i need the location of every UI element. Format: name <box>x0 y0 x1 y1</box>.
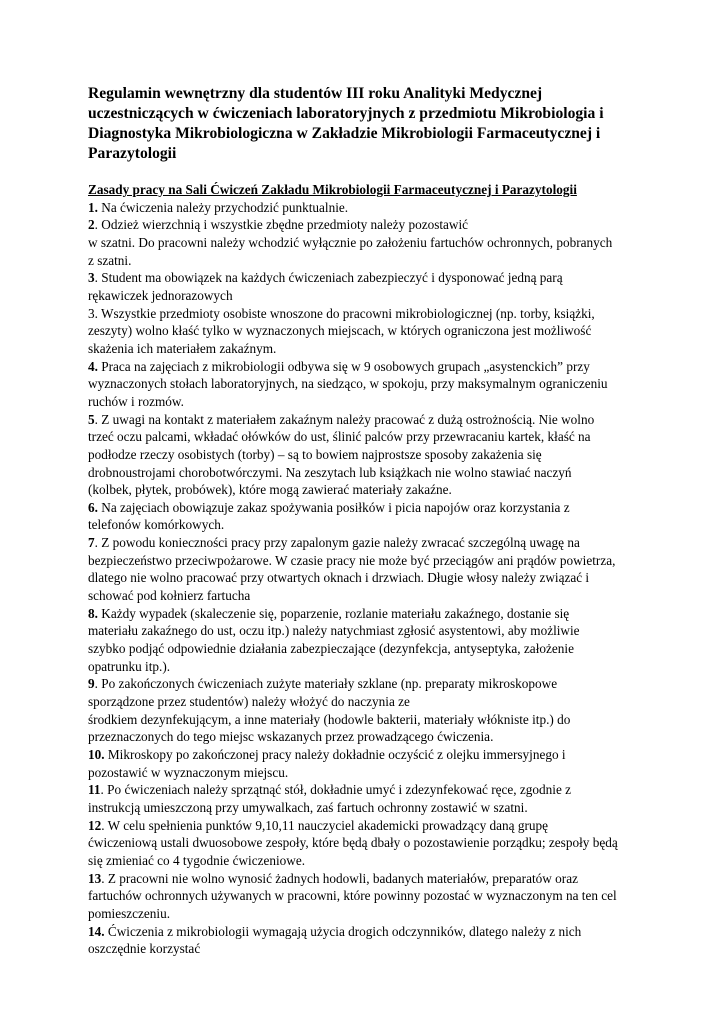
rule-text: dlatego nie wolno pracować przy otwartych oknach i drzwiach. Długie włosy należy związać i <box>88 570 590 586</box>
rule-line <box>88 234 678 252</box>
document-title <box>88 84 668 164</box>
rule-line <box>88 728 678 746</box>
rule-item <box>88 746 678 781</box>
rule-text: sporządzone przez studentów) należy włożyć do naczynia ze <box>88 694 410 710</box>
rule-text: Praca na zajęciach z mikrobiologii odbywa się w 9 osobowych grupach „asystenckich” przy <box>97 358 590 374</box>
rule-text: schować pod kołnierz fartucha <box>88 588 251 604</box>
rule-item <box>88 675 678 746</box>
rule-number: 6. <box>88 499 98 515</box>
rule-text: zeszyty) wolno kłaść tylko w wyznaczonych miejscach, w których ograniczona jest możliwość <box>88 323 592 339</box>
rule-line <box>88 216 678 234</box>
rule-line <box>88 817 678 835</box>
rule-item <box>88 411 678 499</box>
rule-item <box>88 605 678 676</box>
rule-line <box>88 905 678 923</box>
rule-line <box>88 834 678 852</box>
rule-line <box>88 675 678 693</box>
section-heading: Zasady pracy na Sali Ćwiczeń Zakładu Mikrobiologii Farmaceutycznej i Parazytologii <box>88 182 577 197</box>
rule-text: bezpieczeństwo przeciwpożarowe. W czasie pracy nie może być przeciągów ani prądów powietrza, <box>88 552 616 568</box>
rule-line <box>88 499 678 517</box>
rule-number: 1. <box>88 199 98 215</box>
rule-item <box>88 923 678 958</box>
rule-item <box>88 305 678 358</box>
rule-text: opatrunku itp.). <box>88 658 171 674</box>
rule-text: oszczędnie korzystać <box>88 941 201 957</box>
rule-line <box>88 322 678 340</box>
rule-item <box>88 870 678 923</box>
rule-line <box>88 199 678 217</box>
rule-text: (kolbek, płytek, probówek), które mogą zawierać materiały zakaźne. <box>88 482 452 498</box>
rule-text: trzeć oczu palcami, wkładać ołówków do ust, ślinić palców przy przewracaniu kartek, kłaść na <box>88 429 591 445</box>
rule-text: wyznaczonych stołach laboratoryjnych, na siedząco, w spokoju, przy maksymalnym ograniczeniu <box>88 376 608 392</box>
document-body <box>88 181 678 958</box>
rule-line <box>88 640 678 658</box>
rule-text: środkiem dezynfekującym, a inne materiały (hodowle bakterii, materiały włókniste itp.) do <box>88 711 571 727</box>
rule-line <box>88 287 678 305</box>
rule-item <box>88 499 678 534</box>
rule-text: przeznaczonych do tego miejsc wskazanych przez prowadzącego ćwiczenia. <box>88 729 494 745</box>
rule-line <box>88 446 678 464</box>
title-line: uczestniczących w ćwiczeniach laboratoryjnych z przedmiotu Mikrobiologia i <box>88 105 604 122</box>
rule-number: 3 <box>88 305 95 321</box>
rule-item <box>88 781 678 816</box>
rule-line <box>88 375 678 393</box>
rule-text: Mikroskopy po zakończonej pracy należy dokładnie oczyścić z olejku immersyjnego i <box>104 747 566 762</box>
rule-text: . Po ćwiczeniach należy sprzątnąć stół, dokładnie umyć i zdezynfekować ręce, zgodnie z <box>100 782 572 798</box>
rule-item <box>88 269 678 304</box>
rule-text: ruchów i rozmów. <box>88 393 184 409</box>
rule-text: szybko podjąć odpowiednie działania zabezpieczające (dezynfekcja, antyseptyka, założenie <box>88 641 574 657</box>
rule-line <box>88 693 678 711</box>
rule-text: podłodze rzeczy osobistych (torby) – są to bowiem najprostsze sposoby zakażenia się <box>88 446 542 462</box>
rule-text: z szatni. <box>88 252 132 268</box>
rule-item <box>88 534 678 605</box>
rule-text: . Wszystkie przedmioty osobiste wnoszone do pracowni mikrobiologicznej (np. torby, książki, <box>94 305 595 321</box>
rule-text: instrukcją umieszczoną przy umywalkach, zaś fartuch ochronny zostawić w szatni. <box>88 799 528 815</box>
rule-text: skażenia ich materiałem zakaźnym. <box>88 340 277 356</box>
rule-text: rękawiczek jednorazowych <box>88 287 233 303</box>
rule-text: Na ćwiczenia należy przychodzić punktualnie. <box>97 199 349 215</box>
rule-text: Ćwiczenia z mikrobiologii wymagają użycia drogich odczynników, dlatego należy z nich <box>104 923 582 939</box>
rule-number: 12 <box>88 817 102 833</box>
rule-text: drobnoustrojami chorobotwórczymi. Na zeszytach lub książkach nie wolno stawiać naczyń <box>88 464 572 480</box>
title-line: Regulamin wewnętrzny dla studentów III roku Analityki Medycznej <box>88 85 543 102</box>
rule-number: 7 <box>88 535 95 551</box>
rule-line <box>88 799 678 817</box>
rule-number: 2 <box>88 217 95 233</box>
rule-text: ćwiczeniową ustali dwuosobowe zespoły, które będą dbały o pozostawienie porządku; zespoły będą <box>88 835 618 851</box>
rule-item <box>88 199 678 217</box>
rule-line <box>88 481 678 499</box>
rule-line <box>88 516 678 534</box>
rule-text: . Z powodu konieczności pracy przy zapalonym gazie należy zwracać szczególną uwagę na <box>94 535 580 551</box>
rule-text: pozostawić w wyznaczonym miejscu. <box>88 764 289 780</box>
rule-text: materiału zakaźnego do ust, oczu itp.) należy natychmiast zgłosić asystentowi, aby możliwie <box>88 623 580 639</box>
rule-text: . Z pracowni nie wolno wynosić żadnych hodowli, badanych materiałów, preparatów oraz <box>101 870 578 886</box>
rule-line <box>88 852 678 870</box>
rule-line <box>88 711 678 729</box>
rule-line <box>88 552 678 570</box>
rule-line <box>88 605 678 623</box>
rule-number: 4. <box>88 358 98 374</box>
rule-text: . Po zakończonych ćwiczeniach zużyte materiały szklane (np. preparaty mikroskopowe <box>94 676 558 692</box>
rule-number: 3 <box>88 270 95 286</box>
rule-line <box>88 622 678 640</box>
rule-line <box>88 923 678 941</box>
rule-text: . Student ma obowiązek na każdych ćwiczeniach zabezpieczyć i dysponować jedną parą <box>94 270 563 286</box>
rule-number: 5 <box>88 411 95 427</box>
rule-item <box>88 358 678 411</box>
rule-line <box>88 358 678 376</box>
rule-text: się zmieniać co 4 tygodnie ćwiczeniowe. <box>88 852 306 868</box>
rule-line <box>88 305 678 323</box>
rule-line <box>88 569 678 587</box>
rule-text: pomieszczeniu. <box>88 905 171 921</box>
rule-line <box>88 464 678 482</box>
title-line: Diagnostyka Mikrobiologiczna w Zakładzie Mikrobiologii Farmaceutycznej i <box>88 125 601 142</box>
rule-line <box>88 340 678 358</box>
rule-text: . W celu spełnienia punktów 9,10,11 nauczyciel akademicki prowadzący daną grupę <box>101 817 549 833</box>
rule-text: w szatni. Do pracowni należy wchodzić wyłącznie po założeniu fartuchów ochronnych, pobranych <box>88 234 613 250</box>
rule-line <box>88 887 678 905</box>
rule-number: 9 <box>88 676 95 692</box>
rule-line <box>88 269 678 287</box>
rule-line <box>88 870 678 888</box>
rule-line <box>88 781 678 799</box>
rule-text: . Z uwagi na kontakt z materiałem zakaźnym należy pracować z dużą ostrożnością. Nie wolno <box>94 411 595 427</box>
rule-item <box>88 817 678 870</box>
rule-number: 14. <box>88 923 105 939</box>
rule-line <box>88 393 678 411</box>
rule-item <box>88 216 678 269</box>
rule-number: 11 <box>88 782 101 798</box>
rule-line <box>88 411 678 429</box>
rule-line <box>88 746 678 764</box>
rule-text: Każdy wypadek (skaleczenie się, poparzenie, rozlanie materiału zakaźnego, dostanie się <box>97 605 570 621</box>
rule-line <box>88 764 678 782</box>
rule-text: Na zajęciach obowiązuje zakaz spożywania posiłków i picia napojów oraz korzystania z <box>97 499 570 515</box>
rule-text: telefonów komórkowych. <box>88 517 225 533</box>
rule-line <box>88 658 678 676</box>
rule-text: fartuchów ochronnych używanych w pracowni, które powinny pozostać w wyznaczonym na ten cel <box>88 888 617 904</box>
rule-line <box>88 587 678 605</box>
rule-line <box>88 940 678 958</box>
rule-line <box>88 428 678 446</box>
rule-number: 13 <box>88 870 102 886</box>
title-line: Parazytologii <box>88 145 177 162</box>
rule-text: . Odzież wierzchnią i wszystkie zbędne przedmioty należy pozostawić <box>94 217 469 233</box>
rule-line <box>88 534 678 552</box>
rule-line <box>88 252 678 270</box>
rule-number: 8. <box>88 605 98 621</box>
rule-number: 10. <box>88 747 105 762</box>
